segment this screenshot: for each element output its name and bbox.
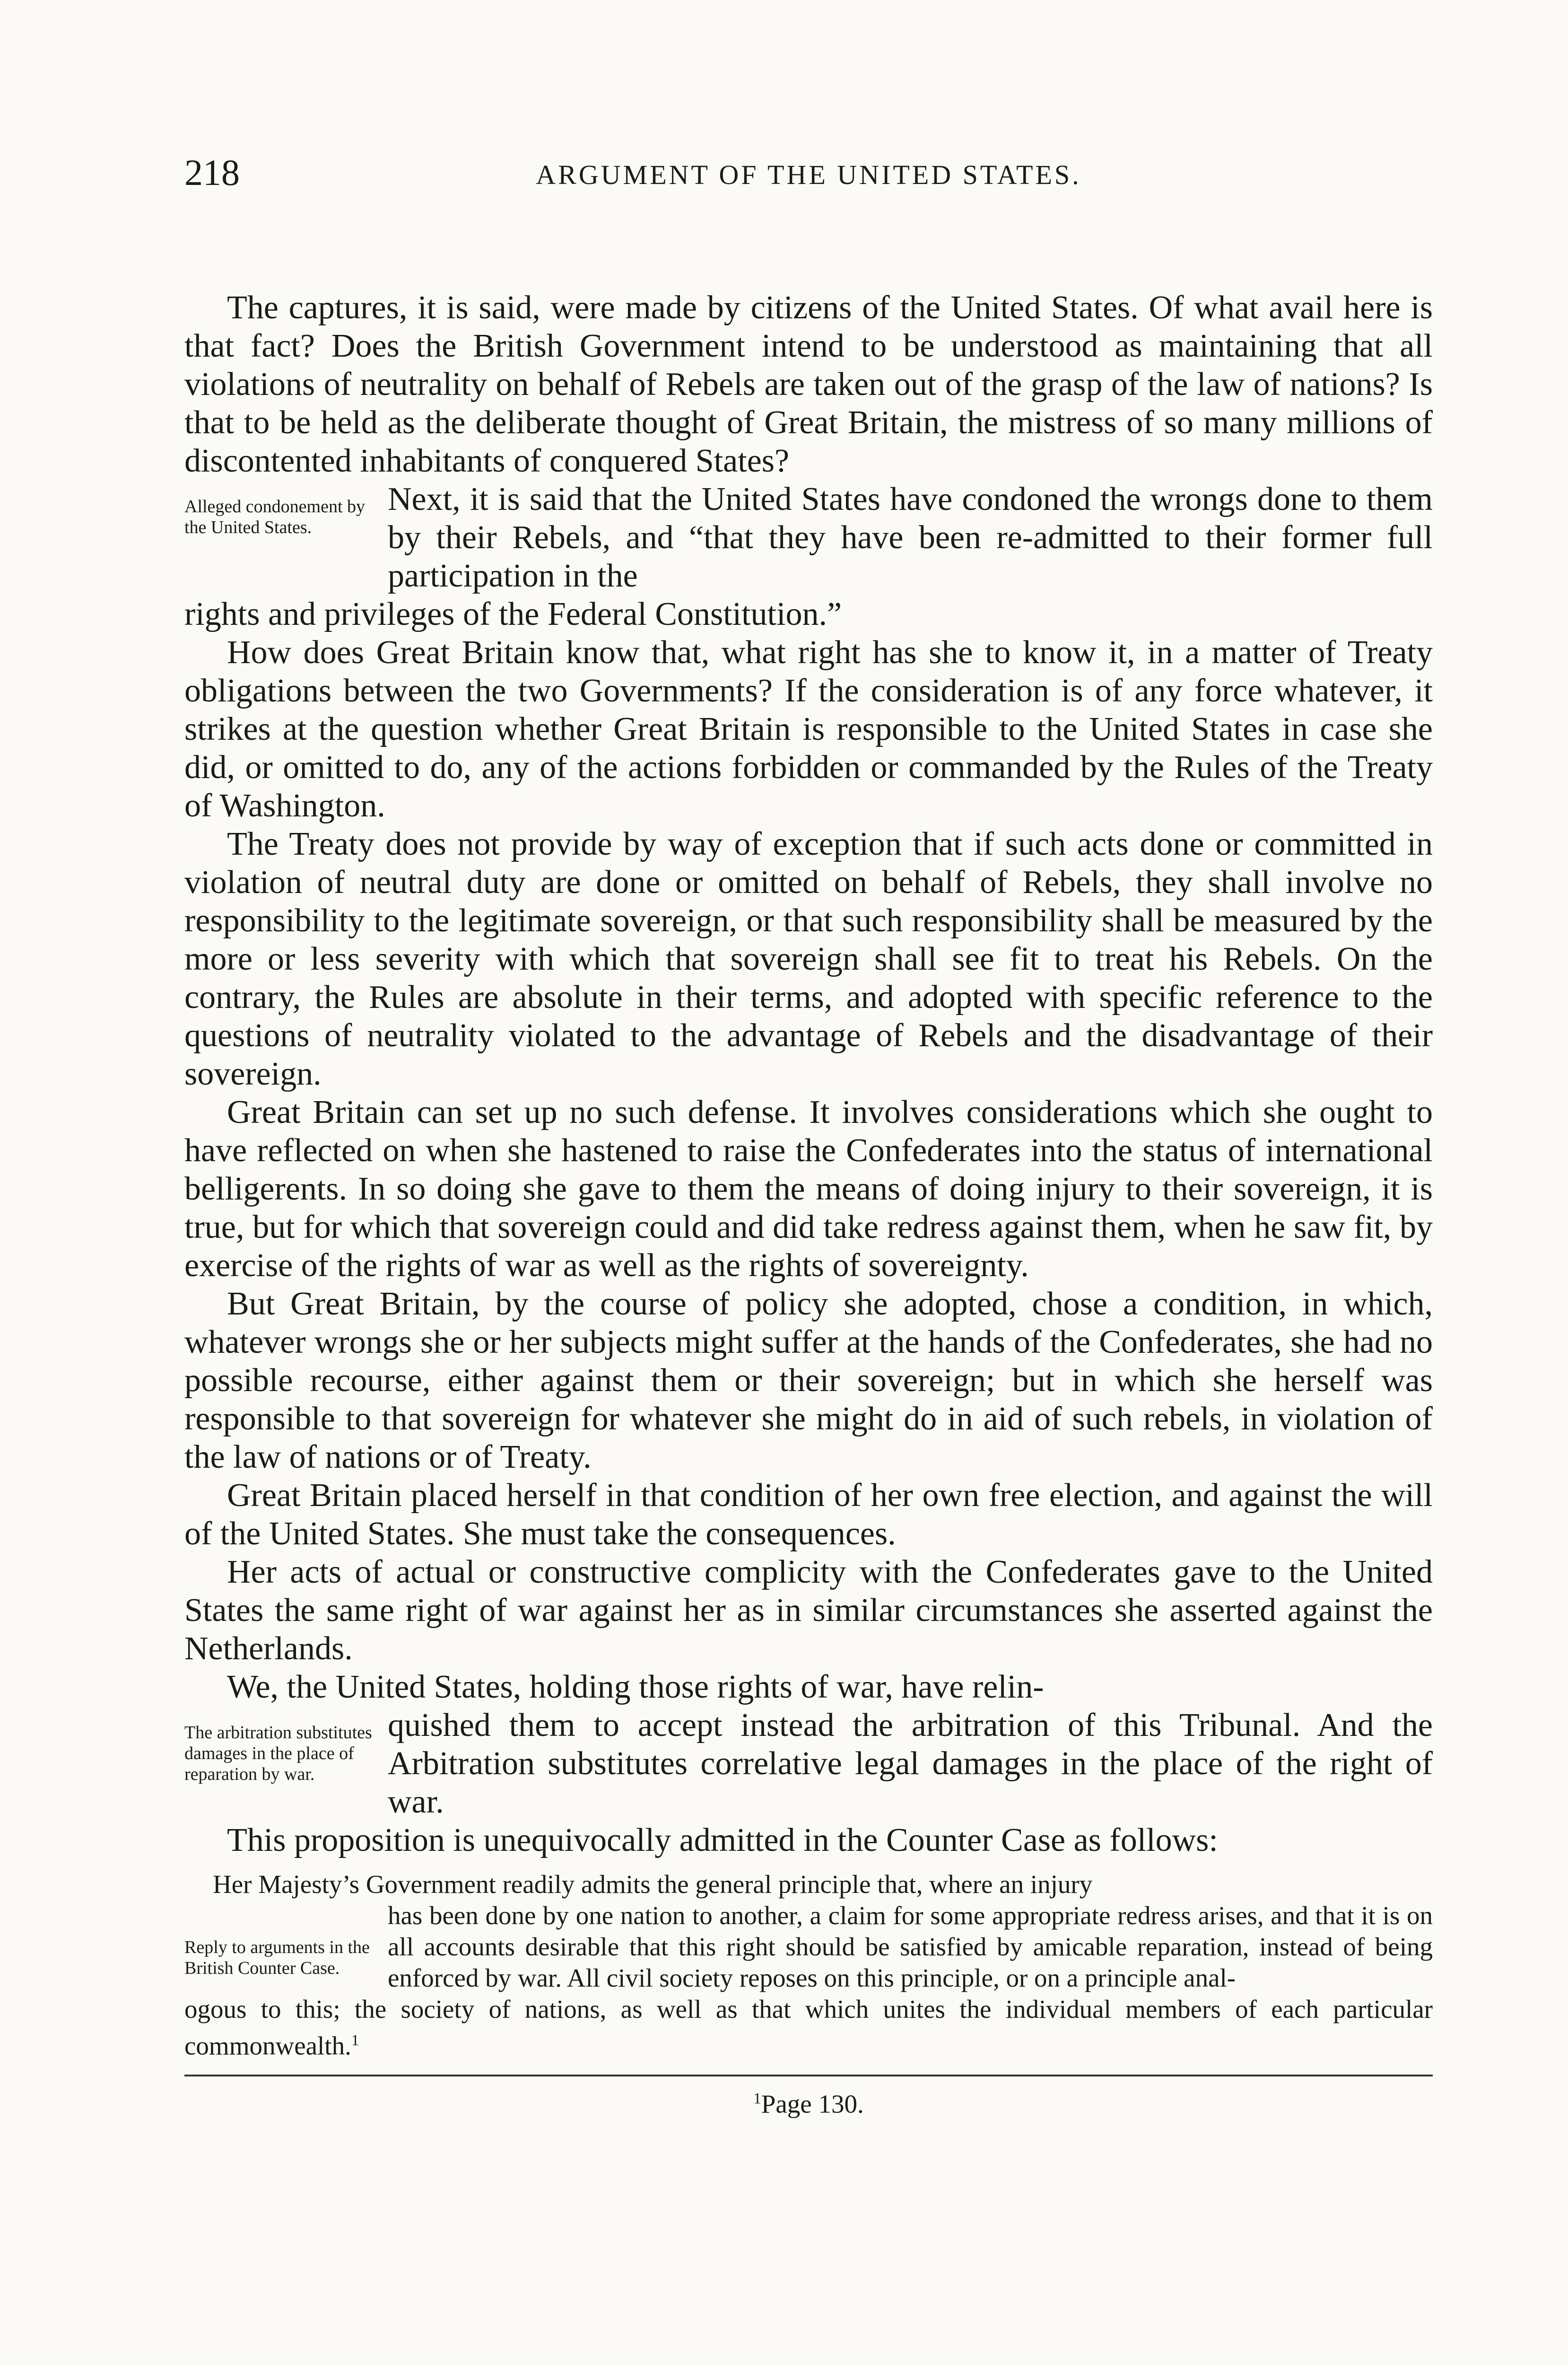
paragraph-free-election: Great Britain placed herself in that condition of her own free election, and against the will of the United States. She must take the consequences. bbox=[184, 1477, 1433, 1552]
footnote-reference: 1 bbox=[351, 2032, 359, 2049]
paragraph-proposition: This proposition is unequivocally admitted in the Counter Case as follows: bbox=[227, 1822, 1218, 1858]
paragraph-how-does: How does Great Britain know that, what right has she to know it, in a matter of Treaty obligations between the two Governments? If the consideration is of any force whatever, it strikes at the question whether Great Britain is responsible to the United States in case she did, or omitted to do, any of the actions forbidden or commanded by the Rules of the Treaty of Washington. bbox=[184, 634, 1433, 824]
page-body bbox=[184, 289, 1433, 2120]
paragraph-rights-of-war-cont: quished them to accept instead the arbitration of this Tribunal. And the Arbitration substitutes correlative legal damages in the place of the right of war. bbox=[388, 1707, 1433, 1820]
running-title: ARGUMENT OF THE UNITED STATES. bbox=[536, 159, 1081, 190]
footnote-divider bbox=[184, 2075, 1433, 2076]
paragraph-course-of-policy: But Great Britain, by the course of policy she adopted, chose a condition, in which, whatever wrongs she or her subjects might suffer at the hands of the Confederates, she had no possible recourse, either against them or their sovereign; but in which she herself was responsible to that sovereign for whatever she might do in aid of such rebels, in violation of the law of nations or of Treaty. bbox=[184, 1286, 1433, 1475]
footnote bbox=[184, 2083, 1433, 2120]
sidenote-reply: Reply to arguments in the British Counter Case. bbox=[184, 1937, 370, 1978]
paragraph-complicity: Her acts of actual or constructive complicity with the Confederates gave to the United States the same right of war against her as in similar circumstances she asserted against the Netherlands. bbox=[184, 1554, 1433, 1667]
condonement-block bbox=[184, 480, 1433, 595]
quote-tail bbox=[184, 1994, 1433, 2061]
quote-tail-text: ogous to this; the society of nations, as well as that which unites the individual members of each particular commonwealth. bbox=[184, 1995, 1433, 2060]
paragraph-rights-of-war: We, the United States, holding those rights of war, have relin- bbox=[227, 1669, 1044, 1705]
page-header bbox=[184, 151, 1433, 203]
quote-lead: Her Majesty’s Government readily admits the general principle that, where an injury bbox=[213, 1870, 1093, 1899]
paragraph-condoned: Next, it is said that the United States have condoned the wrongs done to them by their Rebels, and “that they have been re-admitted to their former full participation in the bbox=[388, 481, 1433, 594]
page-number: 218 bbox=[184, 152, 240, 193]
counter-case-quote bbox=[184, 1869, 1433, 2061]
paragraph-no-defense: Great Britain can set up no such defense. It involves considerations which she ought to have reflected on when she hastened to raise the Confederates into the status of international belligerents. In so doing she gave to them the means of doing injury to their sovereign, it is true, but for which that sovereign could and did take redress against them, when he saw fit, by exercise of the rights of war as well as the rights of sovereignty. bbox=[184, 1094, 1433, 1284]
paragraph-condoned-cont: rights and privileges of the Federal Constitution.” bbox=[184, 596, 842, 632]
arbitration-block bbox=[184, 1706, 1433, 1821]
quote-sidenote-block bbox=[184, 1900, 1433, 1994]
sidenote-condonement: Alleged condonement by the United States. bbox=[184, 497, 366, 537]
footnote-marker: 1 bbox=[753, 2090, 761, 2108]
sidenote-arbitration: The arbitration substitutes damages in the place of reparation by war. bbox=[184, 1723, 372, 1784]
paragraph-captures: The captures, it is said, were made by citizens of the United States. Of what avail here is that fact? Does the British Government intend to be understood as maintaining that all violations of neutrality on behalf of Rebels are taken out of the grasp of the law of nations? Is that to be held as the deliberate thought of Great Britain, the mistress of so many millions of discontented inhabitants of conquered States? bbox=[184, 289, 1433, 479]
quote-body: has been done by one nation to another, a claim for some appropriate redress arises, and that it is on all accounts desirable that this right should be satisfied by amicable reparation, instead of being enforced by war. All civil society reposes on this principle, or on a principle anal- bbox=[388, 1901, 1433, 1992]
paragraph-treaty: The Treaty does not provide by way of exception that if such acts done or committed in violation of neutral duty are done or omitted on behalf of Rebels, they shall involve no responsibility to the legitimate sovereign, or that such responsibility shall be measured by the more or less severity with which that sovereign shall see fit to treat his Rebels. On the contrary, the Rules are absolute in their terms, and adopted with specific reference to the questions of neutrality violated to the advantage of Rebels and the disadvantage of their sovereign. bbox=[184, 826, 1433, 1092]
footnote-text: Page 130. bbox=[761, 2089, 864, 2119]
